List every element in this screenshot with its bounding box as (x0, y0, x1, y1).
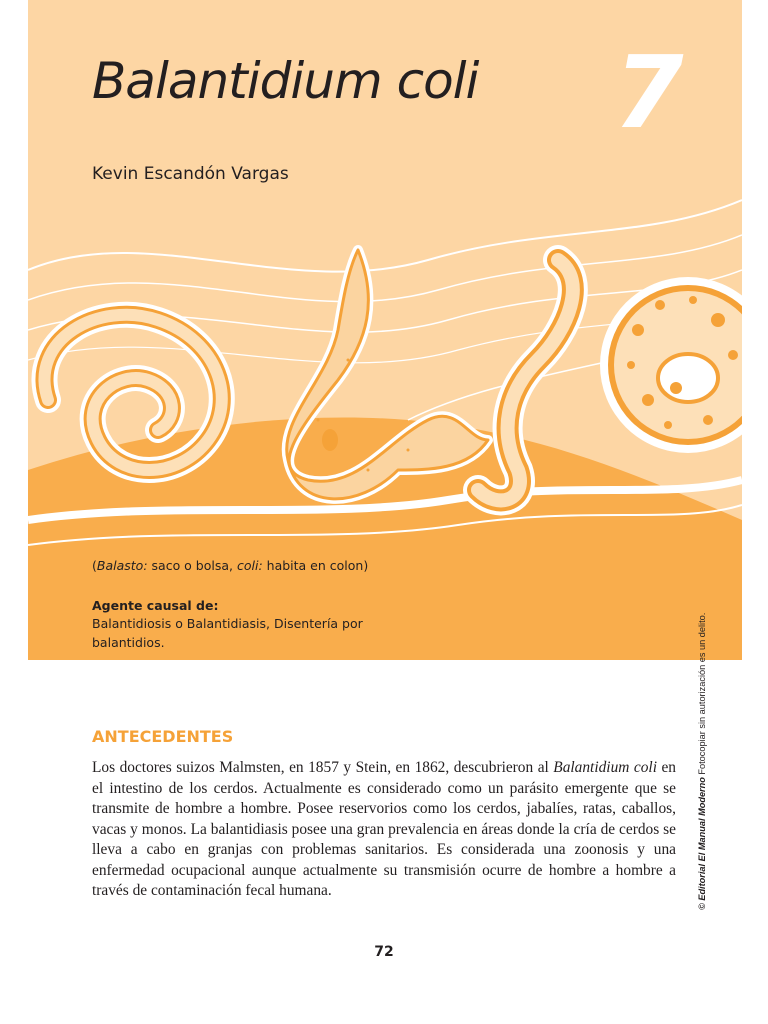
section-body (92, 758, 676, 902)
page-number: 72 (374, 944, 394, 960)
copyright-publisher: © Editorial El Manual Moderno (697, 777, 707, 910)
copyright-notice (694, 592, 712, 910)
copyright-warning: Fotocopiar sin autorización es un delito. (697, 612, 707, 778)
chapter-title: Balantidium coli (92, 52, 479, 110)
chapter-author: Kevin Escandón Vargas (92, 164, 289, 184)
etymology-meaning-2: habita en colon) (262, 558, 369, 573)
etymology-note (92, 558, 368, 573)
etymology-term-1: Balasto: (96, 558, 148, 573)
etymology-meaning-1: saco o bolsa, (147, 558, 237, 573)
causal-agent-heading: Agente causal de: (92, 598, 219, 613)
body-text-part-1: Los doctores suizos Malmsten, en 1857 y Stein, en 1862, descubrieron al (92, 759, 554, 776)
section-heading-antecedentes: ANTECEDENTES (92, 727, 234, 746)
etymology-open: ( (92, 558, 97, 573)
body-text-italic: Balantidium coli (553, 759, 657, 776)
etymology-term-2: coli: (236, 558, 263, 573)
chapter-banner (28, 0, 742, 660)
causal-agent-text: Balantidiosis o Balantidiasis, Disentería por balantidios. (92, 616, 363, 650)
cyst-icon (600, 277, 742, 453)
chapter-number: 7 (614, 34, 684, 151)
body-paragraph (92, 758, 676, 902)
body-text-part-2: en el intestino de los cerdos. Actualmente es considerado como un parásito emergente que se transmite de hombre a hombre. Posee reservorios como los cerdos, jabalíes, ratas, caballos, vacas y monos. La balantidiasis posee una gran prevalencia en áreas donde la cría de cerdos se lleva a cabo en granjas con problemas sanitarios. Es considerada una zoonosis y una enfermedad ocupacional aunque actualmente su transmisión ocurre de hombre a hombre a través de contaminación fecal humana. (92, 759, 676, 899)
